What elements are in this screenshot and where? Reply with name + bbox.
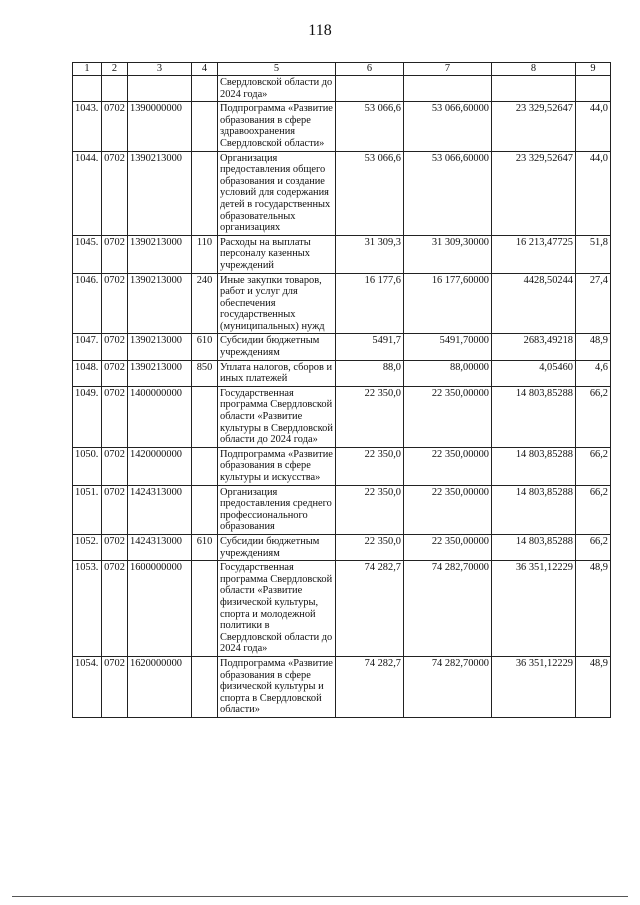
executed-amount-cell: 36 351,12229 <box>492 561 576 657</box>
row-number-cell: 1049. <box>73 386 102 447</box>
description-cell: Государственная программа Свердловской области «Развитие культуры в Свердловской области до 2024 года» <box>218 386 336 447</box>
table-row <box>73 76 611 102</box>
section-code-cell: 0702 <box>102 273 128 334</box>
table-row <box>73 485 611 534</box>
column-header: 7 <box>404 63 492 76</box>
planned-amount-cell: 22 350,0 <box>336 447 404 485</box>
table-row <box>73 561 611 657</box>
bottom-rule <box>12 896 628 897</box>
percent-cell: 48,9 <box>576 656 611 717</box>
planned-amount-cell: 74 282,7 <box>336 656 404 717</box>
target-article-cell: 1390213000 <box>128 334 192 360</box>
executed-amount-cell: 4,05460 <box>492 360 576 386</box>
refined-amount-cell: 22 350,00000 <box>404 534 492 560</box>
planned-amount-cell: 16 177,6 <box>336 273 404 334</box>
refined-amount-cell: 22 350,00000 <box>404 447 492 485</box>
planned-amount-cell: 22 350,0 <box>336 386 404 447</box>
column-header: 8 <box>492 63 576 76</box>
planned-amount-cell: 22 350,0 <box>336 534 404 560</box>
expense-type-cell <box>192 656 218 717</box>
expense-type-cell: 850 <box>192 360 218 386</box>
table-row <box>73 447 611 485</box>
planned-amount-cell: 22 350,0 <box>336 485 404 534</box>
target-article-cell: 1390213000 <box>128 235 192 273</box>
refined-amount-cell: 31 309,30000 <box>404 235 492 273</box>
planned-amount-cell: 53 066,6 <box>336 151 404 235</box>
description-cell: Иные закупки товаров, работ и услуг для обеспечения государственных (муниципальных) нужд <box>218 273 336 334</box>
description-cell: Уплата налогов, сборов и иных платежей <box>218 360 336 386</box>
target-article-cell <box>128 76 192 102</box>
target-article-cell: 1400000000 <box>128 386 192 447</box>
column-header: 2 <box>102 63 128 76</box>
table-row <box>73 386 611 447</box>
refined-amount-cell: 16 177,60000 <box>404 273 492 334</box>
planned-amount-cell: 31 309,3 <box>336 235 404 273</box>
section-code-cell <box>102 76 128 102</box>
section-code-cell: 0702 <box>102 447 128 485</box>
section-code-cell: 0702 <box>102 534 128 560</box>
description-cell: Организация предоставления общего образования и создание условий для содержания детей в государственных образовательных организациях <box>218 151 336 235</box>
percent-cell: 4,6 <box>576 360 611 386</box>
row-number-cell: 1046. <box>73 273 102 334</box>
target-article-cell: 1390213000 <box>128 360 192 386</box>
executed-amount-cell: 14 803,85288 <box>492 534 576 560</box>
table-row <box>73 235 611 273</box>
planned-amount-cell: 53 066,6 <box>336 102 404 151</box>
section-code-cell: 0702 <box>102 334 128 360</box>
column-header: 3 <box>128 63 192 76</box>
executed-amount-cell: 23 329,52647 <box>492 102 576 151</box>
expense-type-cell <box>192 447 218 485</box>
row-number-cell: 1053. <box>73 561 102 657</box>
expense-type-cell: 240 <box>192 273 218 334</box>
description-cell: Подпрограмма «Развитие образования в сфере здравоохранения Свердловской области» <box>218 102 336 151</box>
description-cell: Организация предоставления среднего профессионального образования <box>218 485 336 534</box>
expense-type-cell: 610 <box>192 534 218 560</box>
row-number-cell: 1048. <box>73 360 102 386</box>
page-number: 118 <box>308 22 332 39</box>
percent-cell: 51,8 <box>576 235 611 273</box>
row-number-cell: 1044. <box>73 151 102 235</box>
description-cell: Свердловской области до 2024 года» <box>218 76 336 102</box>
row-number-cell: 1045. <box>73 235 102 273</box>
section-code-cell: 0702 <box>102 485 128 534</box>
column-header: 6 <box>336 63 404 76</box>
target-article-cell: 1390213000 <box>128 151 192 235</box>
executed-amount-cell: 14 803,85288 <box>492 386 576 447</box>
target-article-cell: 1390000000 <box>128 102 192 151</box>
executed-amount-cell: 4428,50244 <box>492 273 576 334</box>
expense-type-cell <box>192 561 218 657</box>
executed-amount-cell: 36 351,12229 <box>492 656 576 717</box>
row-number-cell: 1051. <box>73 485 102 534</box>
target-article-cell: 1420000000 <box>128 447 192 485</box>
planned-amount-cell: 5491,7 <box>336 334 404 360</box>
executed-amount-cell: 16 213,47725 <box>492 235 576 273</box>
row-number-cell: 1054. <box>73 656 102 717</box>
percent-cell: 27,4 <box>576 273 611 334</box>
percent-cell: 48,9 <box>576 334 611 360</box>
row-number-cell: 1052. <box>73 534 102 560</box>
section-code-cell: 0702 <box>102 360 128 386</box>
percent-cell: 66,2 <box>576 447 611 485</box>
table-row <box>73 534 611 560</box>
description-cell: Подпрограмма «Развитие образования в сфере физической культуры и спорта в Свердловской области» <box>218 656 336 717</box>
header-row <box>73 63 611 76</box>
budget-table <box>72 62 611 718</box>
executed-amount-cell: 14 803,85288 <box>492 485 576 534</box>
percent-cell <box>576 76 611 102</box>
expense-type-cell: 110 <box>192 235 218 273</box>
section-code-cell: 0702 <box>102 235 128 273</box>
description-cell: Субсидии бюджетным учреждениям <box>218 534 336 560</box>
section-code-cell: 0702 <box>102 561 128 657</box>
executed-amount-cell: 14 803,85288 <box>492 447 576 485</box>
refined-amount-cell: 5491,70000 <box>404 334 492 360</box>
percent-cell: 66,2 <box>576 386 611 447</box>
expense-type-cell <box>192 386 218 447</box>
expense-type-cell <box>192 76 218 102</box>
target-article-cell: 1424313000 <box>128 534 192 560</box>
expense-type-cell <box>192 102 218 151</box>
planned-amount-cell: 88,0 <box>336 360 404 386</box>
refined-amount-cell: 74 282,70000 <box>404 561 492 657</box>
planned-amount-cell: 74 282,7 <box>336 561 404 657</box>
refined-amount-cell: 88,00000 <box>404 360 492 386</box>
refined-amount-cell: 53 066,60000 <box>404 151 492 235</box>
description-cell: Субсидии бюджетным учреждениям <box>218 334 336 360</box>
table-body <box>73 76 611 718</box>
percent-cell: 44,0 <box>576 151 611 235</box>
description-cell: Расходы на выплаты персоналу казенных учреждений <box>218 235 336 273</box>
column-header: 9 <box>576 63 611 76</box>
description-cell: Подпрограмма «Развитие образования в сфере культуры и искусства» <box>218 447 336 485</box>
refined-amount-cell: 74 282,70000 <box>404 656 492 717</box>
executed-amount-cell <box>492 76 576 102</box>
table-row <box>73 273 611 334</box>
refined-amount-cell: 53 066,60000 <box>404 102 492 151</box>
table-row <box>73 334 611 360</box>
percent-cell: 66,2 <box>576 485 611 534</box>
executed-amount-cell: 2683,49218 <box>492 334 576 360</box>
executed-amount-cell: 23 329,52647 <box>492 151 576 235</box>
section-code-cell: 0702 <box>102 656 128 717</box>
refined-amount-cell <box>404 76 492 102</box>
section-code-cell: 0702 <box>102 386 128 447</box>
target-article-cell: 1600000000 <box>128 561 192 657</box>
table-row <box>73 102 611 151</box>
percent-cell: 66,2 <box>576 534 611 560</box>
section-code-cell: 0702 <box>102 151 128 235</box>
row-number-cell: 1047. <box>73 334 102 360</box>
expense-type-cell <box>192 485 218 534</box>
refined-amount-cell: 22 350,00000 <box>404 386 492 447</box>
planned-amount-cell <box>336 76 404 102</box>
row-number-cell <box>73 76 102 102</box>
row-number-cell: 1043. <box>73 102 102 151</box>
table-row <box>73 151 611 235</box>
expense-type-cell: 610 <box>192 334 218 360</box>
refined-amount-cell: 22 350,00000 <box>404 485 492 534</box>
row-number-cell: 1050. <box>73 447 102 485</box>
section-code-cell: 0702 <box>102 102 128 151</box>
table-row <box>73 656 611 717</box>
target-article-cell: 1620000000 <box>128 656 192 717</box>
column-header: 1 <box>73 63 102 76</box>
expense-type-cell <box>192 151 218 235</box>
percent-cell: 48,9 <box>576 561 611 657</box>
column-header: 4 <box>192 63 218 76</box>
table-row <box>73 360 611 386</box>
percent-cell: 44,0 <box>576 102 611 151</box>
column-header: 5 <box>218 63 336 76</box>
target-article-cell: 1424313000 <box>128 485 192 534</box>
description-cell: Государственная программа Свердловской области «Развитие физической культуры, спорта и молодежной политики в Свердловской области до 2024 года» <box>218 561 336 657</box>
target-article-cell: 1390213000 <box>128 273 192 334</box>
